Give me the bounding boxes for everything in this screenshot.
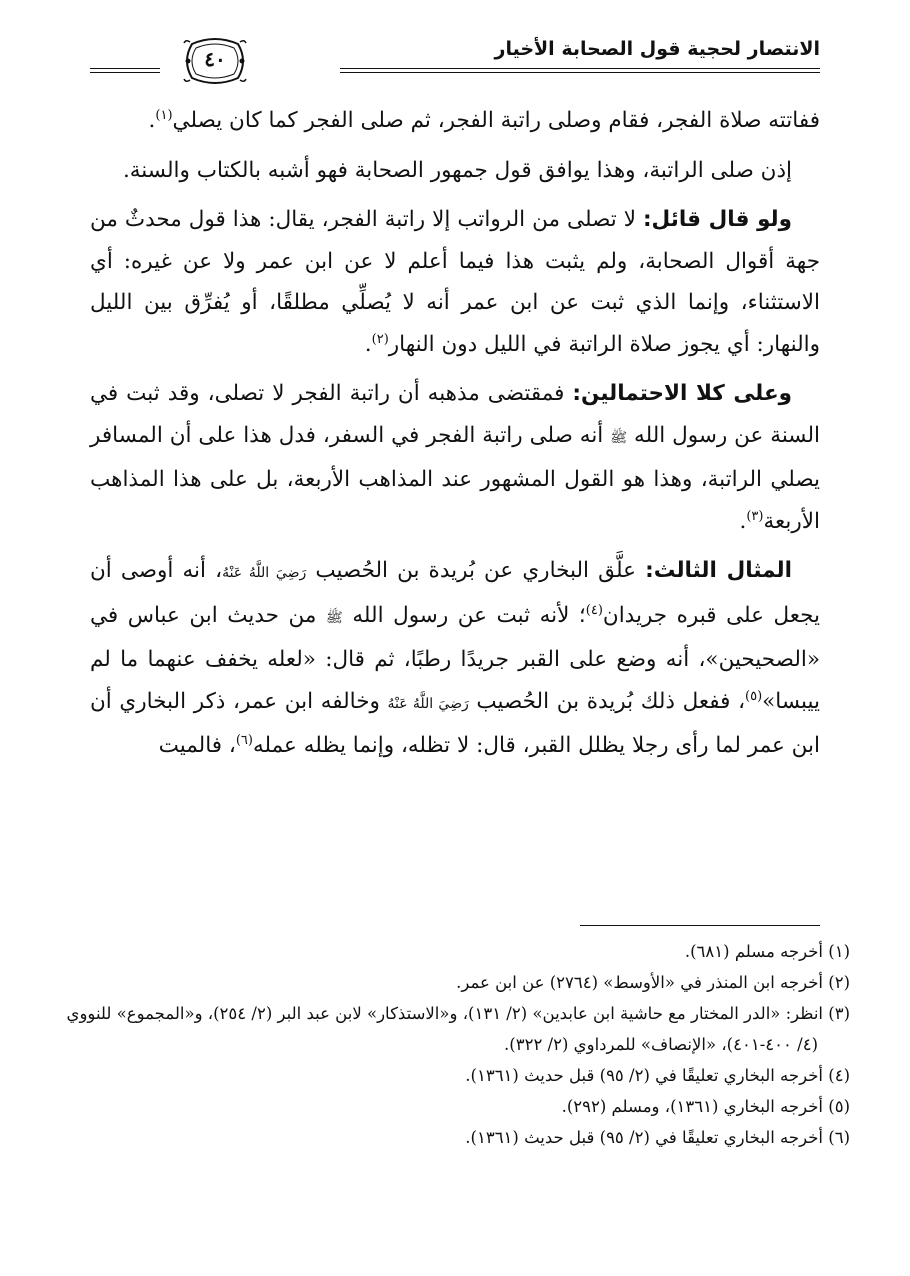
page-header — [90, 28, 820, 88]
footnote-5: (٥) أخرجه البخاري (١٣٦١)، ومسلم (٢٩٢). — [561, 1097, 850, 1116]
footnote-1: (١) أخرجه مسلم (٦٨١). — [684, 942, 850, 961]
page-number-badge — [182, 36, 248, 86]
footnote-6: (٦) أخرجه البخاري تعليقًا في (٢/ ٩٥) قبل حديث (١٣٦١). — [465, 1128, 850, 1147]
bold-lead: المثال الثالث: — [645, 558, 792, 583]
header-rule-right — [340, 68, 820, 73]
honorific: رَضِيَ اللَّهُ عَنْهُ — [387, 695, 469, 712]
footnote-ref: (٤) — [585, 602, 603, 618]
footnote-4: (٤) أخرجه البخاري تعليقًا في (٢/ ٩٥) قبل حديث (١٣٦١). — [465, 1066, 850, 1085]
footnote-ref: (٦) — [235, 732, 253, 748]
main-text — [90, 100, 820, 775]
footnote-ref: (٥) — [745, 688, 763, 704]
page-number: ٤٠ — [204, 47, 226, 71]
footnote-ref: (٢) — [371, 331, 389, 347]
paragraph-1: ففاتته صلاة الفجر، فقام وصلى راتبة الفجر، ثم صلى الفجر كما كان يصلي$^{(١)}$. — [148, 107, 820, 133]
honorific: رَضِيَ اللَّهُ عَنْهُ — [222, 565, 307, 581]
footnote-separator — [580, 925, 820, 926]
footnote-2: (٢) أخرجه ابن المنذر في «الأوسط» (٢٧٦٤) عن ابن عمر. — [456, 973, 850, 992]
footnotes — [60, 936, 850, 1153]
footnote-ref: (٣) — [746, 508, 764, 524]
bold-lead: ولو قال قائل: — [642, 207, 792, 232]
footnote-3: (٣) انظر: «الدر المختار مع حاشية ابن عابدين» (٢/ ١٣١)، و«الاستذكار» لابن عبد البر (٢/ ٢٥٤)، و«المجموع» للنووي (٤/ ٤٠٠-٤٠١)، «الإنصاف» للمرداوي (٢/ ٣٢٢). — [66, 1004, 850, 1054]
honorific: ﷺ — [325, 609, 343, 626]
footnote-ref: (١) — [155, 107, 173, 123]
header-rule-left — [90, 68, 160, 73]
running-title: الانتصار لحجية قول الصحابة الأخيار — [494, 38, 820, 60]
bold-lead: وعلى كلا الاحتمالين: — [572, 381, 792, 406]
paragraph-4: وعلى كلا الاحتمالين: فمقتضى مذهبه أن راتبة الفجر لا تصلى، وقد ثبت في السنة عن رسول الله ﷺ أنه صلى راتبة الفجر في السفر، فدل هذا على أن المسافر يصلي الراتبة، وهذا هو القول المشهور عند المذاهب الأربعة، بل على هذا المذاهب الأربعة$^{(٣)}$. — [90, 381, 821, 534]
paragraph-2: إذن صلى الراتبة، وهذا يوافق قول جمهور الصحابة فهو أشبه بالكتاب والسنة. — [122, 157, 792, 183]
honorific: ﷺ — [610, 429, 628, 446]
paragraph-5: المثال الثالث: علَّق البخاري عن بُريدة بن الحُصيب رَضِيَ اللَّهُ عَنْهُ، أنه أوصى أن يجعل على قبره جريدان$^{(٤)}$؛ لأنه ثبت عن رسول الله ﷺ من حديث ابن عباس في «الصحيحين»، أنه وضع على القبر جريدًا رطبًا، ثم قال: «لعله يخفف عنهما ما لم ييبسا»$^{(٥)}$، ففعل ذلك بُريدة بن الحُصيب رَضِيَ اللَّهُ عَنْهُ وخالفه ابن عمر، ذكر البخاري أن ابن عمر لما رأى رجلا يظلل القبر، قال: لا تظله، وإنما يظله عمله$^{(٦)}$، فالميت — [90, 558, 821, 758]
paragraph-3: ولو قال قائل: لا تصلى من الرواتب إلا راتبة الفجر، يقال: هذا قول محدثٌ من جهة أقوال الصحابة، ولم يثبت هذا فيما أعلم لا عن ابن عمر ولا عن غيره: أي الاستثناء، وإنما الذي ثبت عن ابن عمر أنه لا يُصلِّي مطلقًا، أو يُفرِّق بين الليل والنهار: أي يجوز صلاة الراتبة في الليل دون النهار$^{(٢)}$. — [90, 207, 820, 357]
